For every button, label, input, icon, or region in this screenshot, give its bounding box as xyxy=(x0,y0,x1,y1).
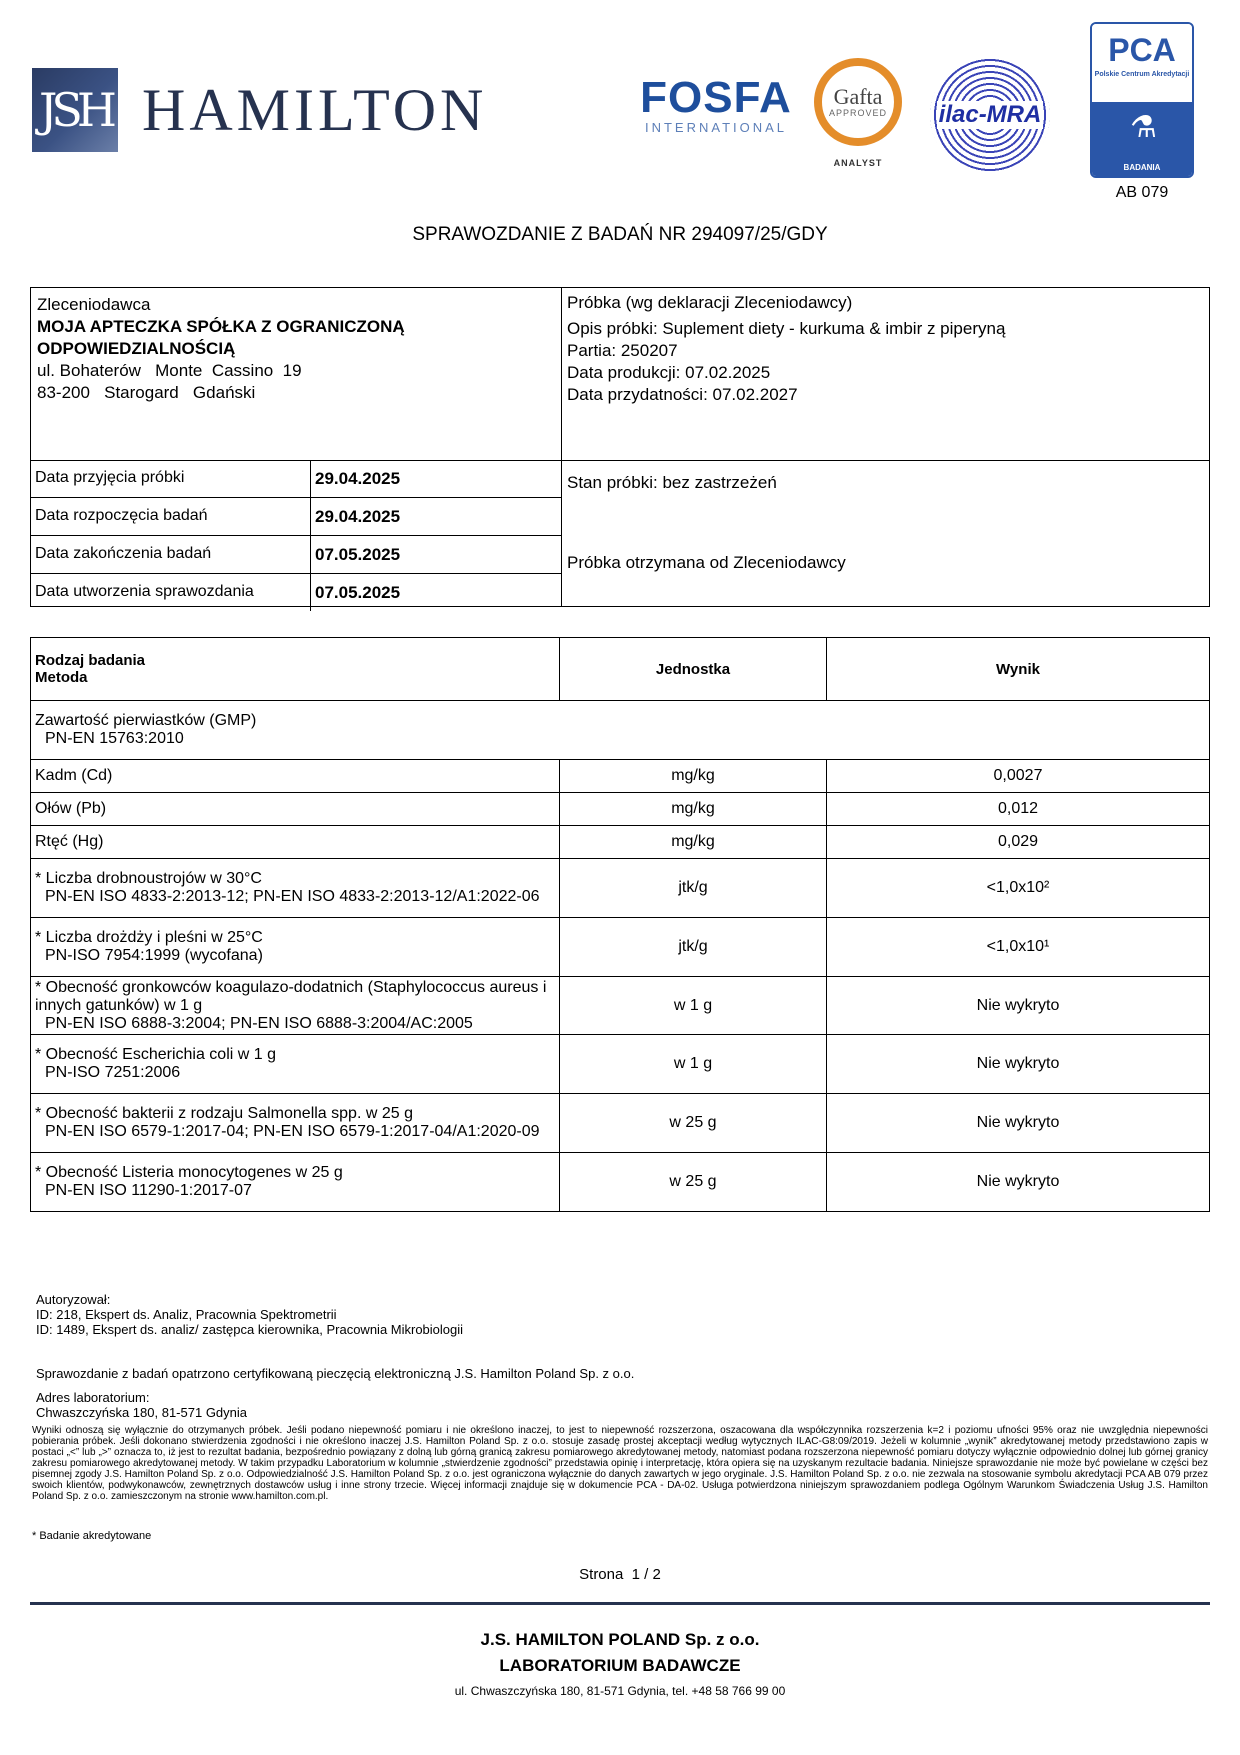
row-unit: mg/kg xyxy=(560,793,827,826)
row-unit: w 1 g xyxy=(560,977,827,1035)
auth-label: Autoryzował: xyxy=(36,1292,111,1307)
row-unit: jtk/g xyxy=(560,918,827,977)
auth-line: ID: 218, Ekspert ds. Analiz, Pracownia Spektrometrii xyxy=(36,1307,337,1322)
sample-batch: Partia: 250207 xyxy=(567,341,678,360)
header-unit: Jednostka xyxy=(560,638,827,701)
row-result: 0,0027 xyxy=(827,760,1210,793)
disclaimer-text: Wyniki odnoszą się wyłącznie do otrzymanych próbek. Jeśli podano niepewność pomiaru i nie określono inaczej, to jest to niepewność rozszerzona, oszacowana dla współczynnika rozszerzenia k=2 i poziomu ufności 95% oraz nie uwzględnia niepewności pobierania próbek. Jeśli dokonano stwierdzenia zgodności i nie określono inaczej J.S. Hamilton Poland Sp. z o.o. stosuje zasadę prostej akceptacji według wytycznych ILAC-G8:09/2019. Jeżeli w kolumnie „wynik” akredytowanej metody przedstawiono zapis w postaci „<” lub „>” oznacza to, iż jest to rezultat badania, bezpośrednio powiązany z dolną lub górną granicą zakresu pomiarowego akredytowanej metody, natomiast podana rozszerzona niepewność pomiaru dotyczy wyłącznie odpowiednio dolnej lub górnej granicy zakresu pomiarowego akredytowanej metody. W takim przypadku Laboratorium w kolumnie „stwierdzenie zgodności” przedstawia opinię i interpretację, która opiera się na uzyskanym rezultacie badania. Niniejsze sprawozdanie nie może być powielane w części bez pisemnej zgody J.S. Hamilton Poland Sp. z o.o. Odpowiedzialność J.S. Hamilton Poland Sp. z o.o. jest ograniczona wyłącznie do danych zawartych w jego oryginale. J.S. Hamilton Poland Sp. z o.o. nie zezwala na stosowanie symbolu akredytacji PCA AB 079 przez swoich klientów, podwykonawców, zewnętrznych dostawców usług i inne strony trzecie. Więcej informacji znajduje się w dokumencie PCA - DA-02. Usługa potwierdzona niniejszym sprawozdaniem podlega Ogólnym Warunkom Świadczenia Usług J.S. Hamilton Poland Sp. z o.o. zamieszczonym na stronie www.hamilton.com.pl. xyxy=(32,1425,1208,1502)
sample-block xyxy=(567,292,1005,406)
hamilton-logo xyxy=(32,68,487,152)
header-type-method xyxy=(31,638,560,701)
flask-icon: ⚗ xyxy=(1130,111,1157,144)
lab-address-block xyxy=(36,1390,247,1420)
row-result: Nie wykryto xyxy=(827,1153,1210,1212)
gafta-approved: APPROVED xyxy=(828,108,887,118)
fosfa-logo xyxy=(640,73,792,135)
row-name: * Liczba drobnoustrojów w 30°C xyxy=(35,870,262,887)
date-label: Data przyjęcia próbki xyxy=(35,469,185,486)
date-value: 07.05.2025 xyxy=(315,583,401,602)
addr-value: Chwaszczyńska 180, 81-571 Gdynia xyxy=(36,1405,248,1420)
table-row xyxy=(31,760,1210,793)
client-street: ul. Bohaterów Monte Cassino 19 xyxy=(37,361,302,380)
row-name: Kadm (Cd) xyxy=(31,760,560,793)
row-result: Nie wykryto xyxy=(827,1035,1210,1094)
date-row xyxy=(31,460,561,498)
row-method: PN-ISO 7251:2006 xyxy=(45,1064,181,1081)
date-label: Data rozpoczęcia badań xyxy=(35,507,208,524)
header-result: Wynik xyxy=(827,638,1210,701)
row-method: PN-EN ISO 11290-1:2017-07 xyxy=(45,1182,252,1199)
seal-note: Sprawozdanie z badań opatrzono certyfikowaną pieczęcią elektroniczną J.S. Hamilton Poland Sp. z o.o. xyxy=(36,1366,635,1381)
client-name-line2: ODPOWIEDZIALNOŚCIĄ xyxy=(37,339,236,358)
table-row xyxy=(31,918,1210,977)
group-method: PN-EN 15763:2010 xyxy=(45,730,184,747)
row-method: PN-ISO 7954:1999 (wycofana) xyxy=(45,947,263,964)
date-value: 29.04.2025 xyxy=(315,469,401,488)
row-name: * Obecność gronkowców koagulazo-dodatnich (Staphylococcus aureus i innych gatunków) w 1 g xyxy=(35,978,547,1014)
group-row xyxy=(31,701,1210,760)
gafta-name: Gafta xyxy=(833,84,883,109)
results-table xyxy=(30,637,1210,1212)
authorization-block xyxy=(36,1292,463,1337)
row-result: <1,0x10¹ xyxy=(827,918,1210,977)
row-result: Nie wykryto xyxy=(827,1094,1210,1153)
header-method: Metoda xyxy=(35,669,88,686)
group-name: Zawartość pierwiastków (GMP) xyxy=(35,712,257,729)
date-row xyxy=(31,574,561,611)
lab-name: LABORATORIUM BADAWCZE xyxy=(499,1656,741,1675)
pca-badania: BADANIA xyxy=(1123,163,1161,172)
report-title: SPRAWOZDANIE Z BADAŃ NR 294097/25/GDY xyxy=(412,224,828,245)
dates-table xyxy=(31,460,561,611)
page-number: Strona 1 / 2 xyxy=(579,1566,661,1583)
row-name: * Obecność Escherichia coli w 1 g xyxy=(35,1046,276,1063)
client-name-line1: MOJA APTECZKA SPÓŁKA Z OGRANICZONĄ xyxy=(37,317,405,336)
sample-production: Data produkcji: 07.02.2025 xyxy=(567,363,771,382)
row-unit: w 1 g xyxy=(560,1035,827,1094)
gafta-analyst: ANALYST xyxy=(833,158,883,168)
table-row xyxy=(31,1153,1210,1212)
row-name: Ołów (Pb) xyxy=(31,793,560,826)
pca-logo xyxy=(1090,22,1194,178)
row-unit: mg/kg xyxy=(560,826,827,859)
gafta-logo xyxy=(808,58,908,172)
pca-code: AB 079 xyxy=(1115,184,1169,201)
sample-state: Stan próbki: bez zastrzeżeń xyxy=(567,473,777,492)
pca-subtitle: Polskie Centrum Akredytacji xyxy=(1094,71,1190,78)
row-result: Nie wykryto xyxy=(827,977,1210,1035)
contact-line: ul. Chwaszczyńska 180, 81-571 Gdynia, tel. +48 58 766 99 00 xyxy=(454,1684,786,1698)
client-block xyxy=(37,294,405,404)
pca-logo-text: PCA xyxy=(1108,32,1176,68)
hamilton-wordmark: HAMILTON xyxy=(142,76,488,143)
table-row xyxy=(31,793,1210,826)
footer-divider xyxy=(30,1602,1210,1605)
table-row xyxy=(31,977,1210,1035)
date-row xyxy=(31,536,561,574)
info-table xyxy=(30,287,1210,607)
row-name: * Obecność bakterii z rodzaju Salmonella spp. w 25 g xyxy=(35,1105,413,1122)
sample-expiry: Data przydatności: 07.02.2027 xyxy=(567,385,798,404)
addr-label: Adres laboratorium: xyxy=(36,1390,150,1405)
row-unit: jtk/g xyxy=(560,859,827,918)
ilac-text: ilac-MRA xyxy=(938,101,1042,128)
table-row xyxy=(31,859,1210,918)
date-label: Data zakończenia badań xyxy=(35,545,212,562)
table-row xyxy=(31,1094,1210,1153)
sample-description: Opis próbki: Suplement diety - kurkuma & imbir z piperyną xyxy=(567,319,1006,338)
fosfa-sub: INTERNATIONAL xyxy=(644,120,788,135)
client-city: 83-200 Starogard Gdański xyxy=(37,383,256,402)
row-unit: w 25 g xyxy=(560,1153,827,1212)
row-method: PN-EN ISO 4833-2:2013-12; PN-EN ISO 4833-2:2013-12/A1:2022-06 xyxy=(45,888,540,905)
results-header-row xyxy=(31,638,1210,701)
table-row xyxy=(31,1035,1210,1094)
sample-label: Próbka (wg deklaracji Zleceniodawcy) xyxy=(567,293,853,312)
fosfa-main: FOSFA xyxy=(640,73,792,122)
row-unit: w 25 g xyxy=(560,1094,827,1153)
row-result: 0,029 xyxy=(827,826,1210,859)
date-value: 07.05.2025 xyxy=(315,545,401,564)
row-unit: mg/kg xyxy=(560,760,827,793)
row-result: 0,012 xyxy=(827,793,1210,826)
jsh-monogram: JSH xyxy=(32,68,118,152)
accredited-note: * Badanie akredytowane xyxy=(32,1530,152,1542)
table-row xyxy=(31,826,1210,859)
auth-line: ID: 1489, Ekspert ds. analiz/ zastępca kierownika, Pracownia Mikrobiologii xyxy=(36,1322,464,1337)
client-label: Zleceniodawca xyxy=(37,295,151,314)
row-name: Rtęć (Hg) xyxy=(31,826,560,859)
ilac-mra-logo xyxy=(930,56,1050,174)
date-label: Data utworzenia sprawozdania xyxy=(35,583,254,600)
row-result: <1,0x10² xyxy=(827,859,1210,918)
date-row xyxy=(31,498,561,536)
gafta-ring xyxy=(814,58,902,146)
row-method: PN-EN ISO 6888-3:2004; PN-EN ISO 6888-3:2004/AC:2005 xyxy=(45,1014,473,1032)
row-method: PN-EN ISO 6579-1:2017-04; PN-EN ISO 6579-1:2017-04/A1:2020-09 xyxy=(45,1123,540,1140)
sample-received: Próbka otrzymana od Zleceniodawcy xyxy=(567,553,846,572)
header-type: Rodzaj badania xyxy=(35,652,146,669)
company-name: J.S. HAMILTON POLAND Sp. z o.o. xyxy=(480,1630,760,1649)
date-value: 29.04.2025 xyxy=(315,507,401,526)
row-name: * Obecność Listeria monocytogenes w 25 g xyxy=(35,1164,343,1181)
row-name: * Liczba drożdży i pleśni w 25°C xyxy=(35,929,263,946)
